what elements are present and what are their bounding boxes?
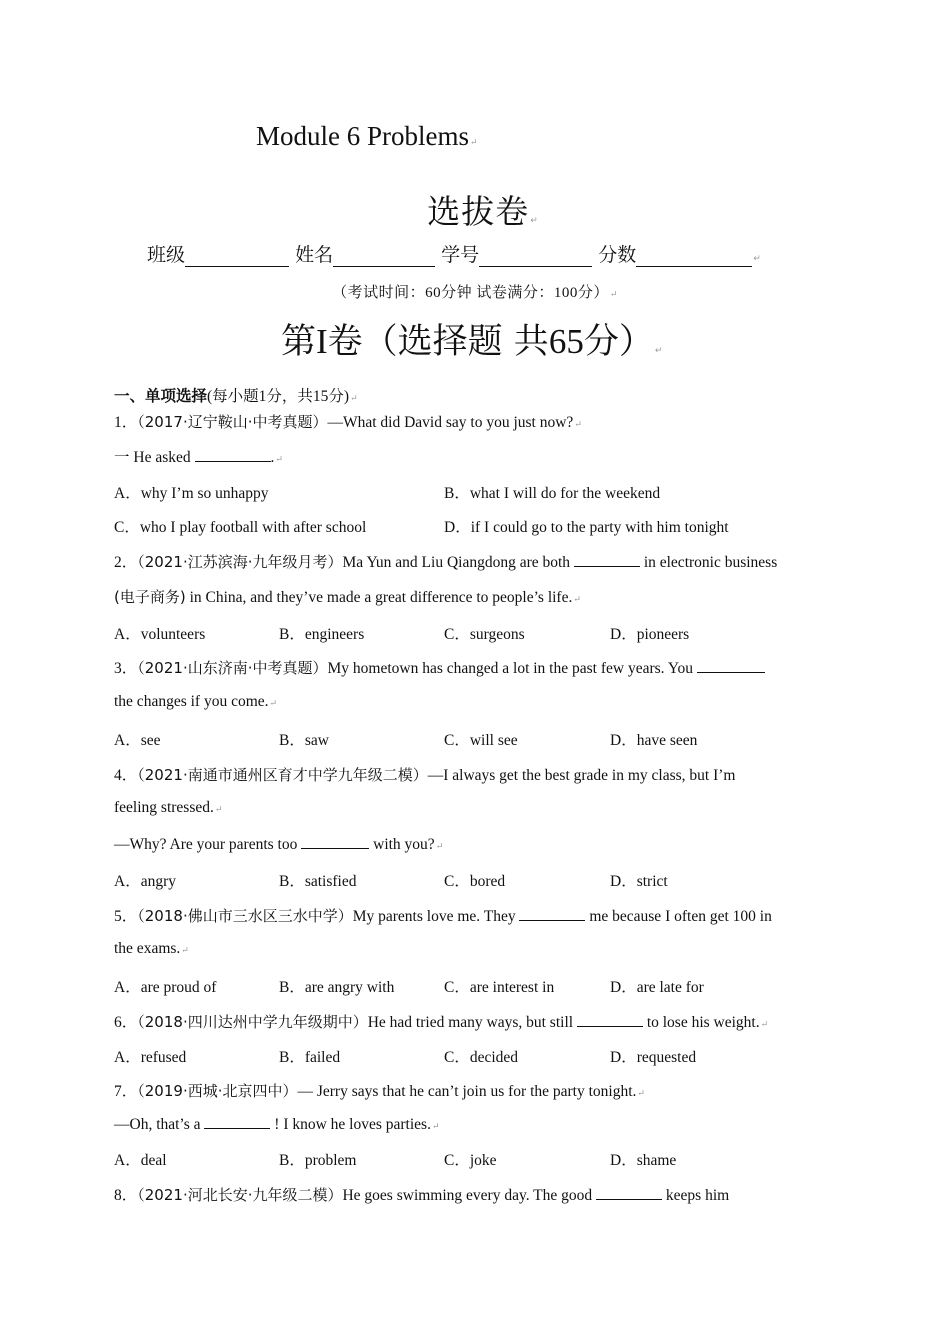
question-3-line2: the changes if you come.↵ <box>114 693 278 710</box>
question-7-line2: —Oh, that’s a ! I know he loves parties.↵ <box>114 1116 440 1133</box>
class-blank <box>185 248 289 267</box>
question-1-line2: 一 He asked .↵ <box>114 449 283 466</box>
q2-option-b[interactable]: B．engineers <box>279 626 365 643</box>
q3-option-d[interactable]: D．have seen <box>610 732 698 749</box>
q5-option-a[interactable]: A．are proud of <box>114 979 217 996</box>
q7-option-b[interactable]: B．problem <box>279 1152 357 1169</box>
score-label: 分数 <box>598 244 637 266</box>
q6-option-c[interactable]: C．decided <box>444 1049 519 1066</box>
question-3: 3．（2021·山东济南·中考真题）My hometown has changed a lot in the past few years. You <box>114 656 765 678</box>
question-4-line2: feeling stressed.↵ <box>114 799 223 816</box>
q1-option-d[interactable]: D．if I could go to the party with him tonight <box>444 519 729 536</box>
q1-option-b[interactable]: B．what I will do for the weekend <box>444 485 661 502</box>
module-title: Module 6 Problems↵ <box>256 121 478 151</box>
q1-option-c[interactable]: C．who I play football with after school <box>114 519 367 536</box>
name-label: 姓名 <box>295 244 334 266</box>
question-8: 8．（2021·河北长安·九年级二模）He goes swimming every day. The good keeps him <box>114 1186 730 1204</box>
question-4-line3: —Why? Are your parents too with you?↵ <box>114 836 444 853</box>
q4-option-d[interactable]: D．strict <box>610 873 668 890</box>
question-7: 7．（2019·西城·北京四中）— Jerry says that he can’t join us for the party tonight.↵ <box>114 1082 645 1100</box>
question-4: 4．（2021·南通市通州区育才中学九年级二模）—I always get the best grade in my class, but I’m <box>114 766 736 784</box>
q4-option-a[interactable]: A．angry <box>114 873 176 890</box>
q5-option-b[interactable]: B．are angry with <box>279 979 395 996</box>
q3-option-b[interactable]: B．saw <box>279 732 329 749</box>
class-label: 班级 <box>147 244 186 266</box>
q3-option-c[interactable]: C．will see <box>444 732 518 749</box>
question-2-line2: (电子商务) in China, and they’ve made a great difference to people’s life.↵ <box>114 588 581 606</box>
q7-option-a[interactable]: A．deal <box>114 1152 167 1169</box>
q3-option-a[interactable]: A．see <box>114 732 161 749</box>
q6-option-d[interactable]: D．requested <box>610 1049 697 1066</box>
q2-option-c[interactable]: C．surgeons <box>444 626 525 643</box>
student-info-line: 班级 姓名 学号 分数 ↵ <box>147 244 761 266</box>
q5-option-c[interactable]: C．are interest in <box>444 979 555 996</box>
exam-title: 选拔卷↵ <box>427 192 539 231</box>
q2-option-d[interactable]: D．pioneers <box>610 626 690 643</box>
section-title: 一、单项选择(每小题1分，共15分)↵ <box>114 387 358 405</box>
score-blank <box>636 248 752 267</box>
question-6: 6．（2018·四川达州中学九年级期中）He had tried many ways, but still to lose his weight.↵ <box>114 1013 769 1031</box>
time-note: （考试时间：60分钟 试卷满分：100分）↵ <box>332 285 618 301</box>
number-label: 学号 <box>441 244 480 266</box>
q6-option-b[interactable]: B．failed <box>279 1049 341 1066</box>
q6-option-a[interactable]: A．refused <box>114 1049 187 1066</box>
question-5: 5．（2018·佛山市三水区三水中学）My parents love me. They me because I often get 100 in <box>114 907 772 925</box>
question-1: 1．（2017·辽宁鞍山·中考真题）—What did David say to you just now?↵ <box>114 413 582 431</box>
number-blank <box>479 248 592 267</box>
q4-option-b[interactable]: B．satisfied <box>279 873 357 890</box>
question-5-line2: the exams.↵ <box>114 940 189 957</box>
q7-option-d[interactable]: D．shame <box>610 1152 677 1169</box>
q1-option-a[interactable]: A．why I’m so unhappy <box>114 485 269 502</box>
q2-option-a[interactable]: A．volunteers <box>114 626 206 643</box>
question-2: 2．（2021·江苏滨海·九年级月考）Ma Yun and Liu Qiangdong are both in electronic business <box>114 553 778 571</box>
q7-option-c[interactable]: C．joke <box>444 1152 497 1169</box>
part-title: 第I卷（选择题 共65分）↵ <box>281 322 663 362</box>
q5-option-d[interactable]: D．are late for <box>610 979 704 996</box>
name-blank <box>333 248 435 267</box>
q4-option-c[interactable]: C．bored <box>444 873 506 890</box>
